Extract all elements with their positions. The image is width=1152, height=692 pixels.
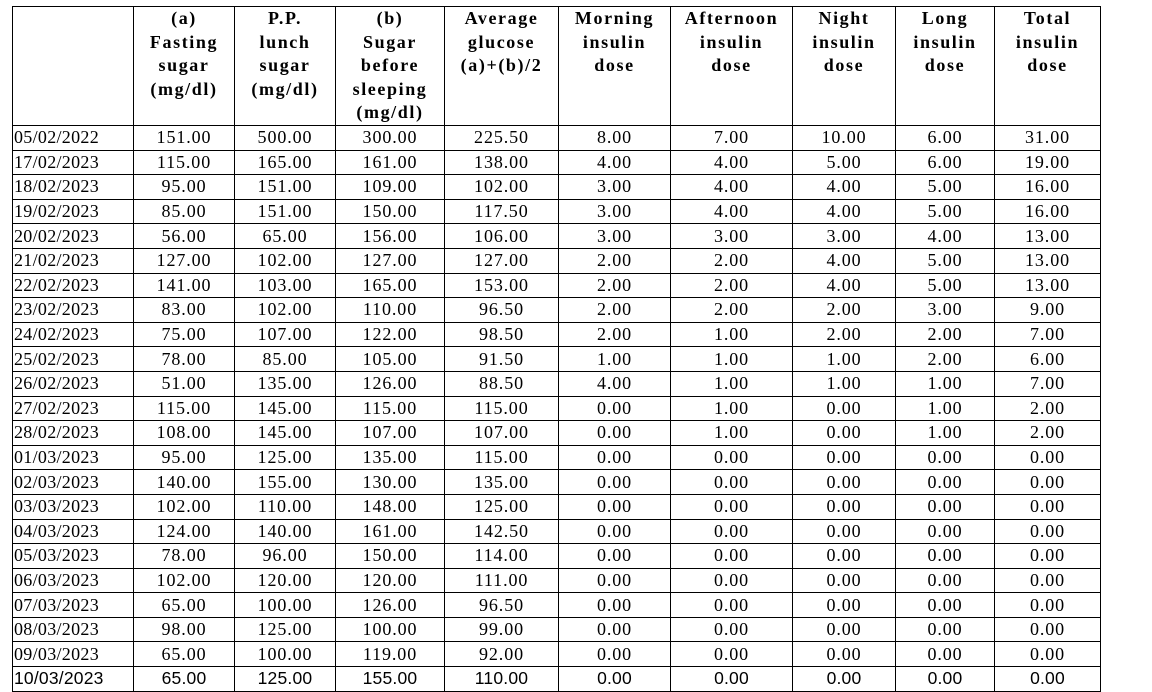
cell-fasting: 95.00 bbox=[134, 445, 235, 470]
table-row bbox=[13, 126, 1101, 151]
column-header-fasting bbox=[134, 7, 235, 126]
table-row bbox=[13, 445, 1101, 470]
cell-date: 01/03/2023 bbox=[13, 445, 134, 470]
cell-before_sleep: 126.00 bbox=[336, 371, 445, 396]
cell-fasting: 102.00 bbox=[134, 494, 235, 519]
cell-date: 10/03/2023 bbox=[13, 667, 134, 692]
cell-afternoon: 0.00 bbox=[671, 667, 793, 692]
table-row bbox=[13, 150, 1101, 175]
column-header-line: dose bbox=[594, 55, 635, 75]
column-header-before_sleep bbox=[336, 7, 445, 126]
cell-average: 225.50 bbox=[445, 126, 559, 151]
cell-fasting: 56.00 bbox=[134, 224, 235, 249]
cell-morning: 0.00 bbox=[559, 544, 671, 569]
cell-afternoon: 0.00 bbox=[671, 642, 793, 667]
cell-date: 22/02/2023 bbox=[13, 273, 134, 298]
column-header-line: insulin bbox=[582, 31, 647, 52]
cell-morning: 0.00 bbox=[559, 470, 671, 495]
cell-long: 2.00 bbox=[896, 347, 995, 372]
cell-night: 0.00 bbox=[793, 667, 896, 692]
cell-fasting: 124.00 bbox=[134, 519, 235, 544]
cell-pp_lunch: 125.00 bbox=[235, 617, 336, 642]
column-header-line: dose bbox=[711, 55, 752, 75]
column-header-line: (mg/dl) bbox=[251, 78, 319, 99]
cell-long: 6.00 bbox=[896, 126, 995, 151]
cell-long: 0.00 bbox=[896, 494, 995, 519]
cell-date: 27/02/2023 bbox=[13, 396, 134, 421]
cell-total: 0.00 bbox=[995, 568, 1101, 593]
cell-long: 5.00 bbox=[896, 248, 995, 273]
column-header-line: insulin bbox=[699, 31, 764, 52]
cell-pp_lunch: 140.00 bbox=[235, 519, 336, 544]
cell-pp_lunch: 100.00 bbox=[235, 642, 336, 667]
cell-average: 115.00 bbox=[445, 445, 559, 470]
table-row bbox=[13, 347, 1101, 372]
cell-total: 6.00 bbox=[995, 347, 1101, 372]
table-row bbox=[13, 667, 1101, 692]
cell-night: 3.00 bbox=[793, 224, 896, 249]
cell-morning: 2.00 bbox=[559, 248, 671, 273]
column-header-morning bbox=[559, 7, 671, 126]
cell-night: 4.00 bbox=[793, 199, 896, 224]
cell-long: 0.00 bbox=[896, 593, 995, 618]
cell-pp_lunch: 155.00 bbox=[235, 470, 336, 495]
cell-date: 26/02/2023 bbox=[13, 371, 134, 396]
cell-average: 111.00 bbox=[445, 568, 559, 593]
table-row bbox=[13, 494, 1101, 519]
cell-pp_lunch: 145.00 bbox=[235, 421, 336, 446]
column-header-line: sleeping bbox=[352, 78, 428, 99]
cell-long: 0.00 bbox=[896, 519, 995, 544]
cell-total: 0.00 bbox=[995, 642, 1101, 667]
table-row bbox=[13, 298, 1101, 323]
column-header-line: Fasting bbox=[149, 31, 219, 52]
cell-afternoon: 2.00 bbox=[671, 248, 793, 273]
column-header-total bbox=[995, 7, 1101, 126]
cell-average: 117.50 bbox=[445, 199, 559, 224]
cell-average: 110.00 bbox=[445, 667, 559, 692]
cell-pp_lunch: 165.00 bbox=[235, 150, 336, 175]
column-header-line: (mg/dl) bbox=[150, 78, 218, 99]
cell-fasting: 115.00 bbox=[134, 150, 235, 175]
cell-date: 17/02/2023 bbox=[13, 150, 134, 175]
cell-before_sleep: 126.00 bbox=[336, 593, 445, 618]
cell-afternoon: 7.00 bbox=[671, 126, 793, 151]
cell-morning: 0.00 bbox=[559, 396, 671, 421]
table-row bbox=[13, 199, 1101, 224]
column-header-line: sugar bbox=[158, 55, 210, 75]
cell-total: 16.00 bbox=[995, 175, 1101, 200]
cell-night: 0.00 bbox=[793, 445, 896, 470]
cell-average: 125.00 bbox=[445, 494, 559, 519]
cell-fasting: 115.00 bbox=[134, 396, 235, 421]
cell-fasting: 51.00 bbox=[134, 371, 235, 396]
cell-afternoon: 0.00 bbox=[671, 617, 793, 642]
cell-date: 05/02/2022 bbox=[13, 126, 134, 151]
cell-pp_lunch: 107.00 bbox=[235, 322, 336, 347]
column-header-line: Average bbox=[464, 8, 539, 28]
cell-night: 0.00 bbox=[793, 593, 896, 618]
cell-average: 106.00 bbox=[445, 224, 559, 249]
cell-before_sleep: 120.00 bbox=[336, 568, 445, 593]
cell-afternoon: 4.00 bbox=[671, 199, 793, 224]
cell-date: 23/02/2023 bbox=[13, 298, 134, 323]
cell-date: 28/02/2023 bbox=[13, 421, 134, 446]
table-body bbox=[13, 126, 1101, 692]
cell-before_sleep: 110.00 bbox=[336, 298, 445, 323]
cell-average: 96.50 bbox=[445, 593, 559, 618]
cell-long: 5.00 bbox=[896, 175, 995, 200]
cell-morning: 3.00 bbox=[559, 199, 671, 224]
cell-total: 13.00 bbox=[995, 248, 1101, 273]
column-header-line: Total bbox=[1023, 8, 1072, 28]
column-header-line: dose bbox=[1027, 55, 1068, 75]
cell-morning: 2.00 bbox=[559, 322, 671, 347]
column-header-line: insulin bbox=[1015, 31, 1080, 52]
cell-morning: 2.00 bbox=[559, 298, 671, 323]
cell-long: 1.00 bbox=[896, 396, 995, 421]
cell-night: 2.00 bbox=[793, 322, 896, 347]
cell-total: 2.00 bbox=[995, 396, 1101, 421]
cell-pp_lunch: 102.00 bbox=[235, 298, 336, 323]
cell-afternoon: 0.00 bbox=[671, 470, 793, 495]
column-header-line: (a)+(b)/2 bbox=[460, 55, 543, 75]
cell-total: 0.00 bbox=[995, 470, 1101, 495]
cell-before_sleep: 105.00 bbox=[336, 347, 445, 372]
cell-date: 05/03/2023 bbox=[13, 544, 134, 569]
cell-pp_lunch: 65.00 bbox=[235, 224, 336, 249]
cell-afternoon: 1.00 bbox=[671, 396, 793, 421]
cell-total: 16.00 bbox=[995, 199, 1101, 224]
cell-fasting: 65.00 bbox=[134, 593, 235, 618]
cell-average: 88.50 bbox=[445, 371, 559, 396]
column-header-afternoon bbox=[671, 7, 793, 126]
cell-night: 4.00 bbox=[793, 273, 896, 298]
table-row bbox=[13, 568, 1101, 593]
cell-before_sleep: 100.00 bbox=[336, 617, 445, 642]
header-row bbox=[13, 7, 1101, 126]
cell-total: 13.00 bbox=[995, 224, 1101, 249]
cell-pp_lunch: 125.00 bbox=[235, 445, 336, 470]
cell-date: 19/02/2023 bbox=[13, 199, 134, 224]
cell-average: 114.00 bbox=[445, 544, 559, 569]
cell-fasting: 102.00 bbox=[134, 568, 235, 593]
cell-long: 0.00 bbox=[896, 544, 995, 569]
table-row bbox=[13, 224, 1101, 249]
cell-pp_lunch: 500.00 bbox=[235, 126, 336, 151]
cell-morning: 4.00 bbox=[559, 371, 671, 396]
column-header-line: dose bbox=[924, 55, 966, 75]
cell-night: 0.00 bbox=[793, 544, 896, 569]
cell-total: 0.00 bbox=[995, 519, 1101, 544]
cell-average: 142.50 bbox=[445, 519, 559, 544]
cell-total: 9.00 bbox=[995, 298, 1101, 323]
cell-night: 0.00 bbox=[793, 421, 896, 446]
cell-average: 107.00 bbox=[445, 421, 559, 446]
cell-pp_lunch: 145.00 bbox=[235, 396, 336, 421]
cell-average: 135.00 bbox=[445, 470, 559, 495]
cell-before_sleep: 161.00 bbox=[336, 519, 445, 544]
cell-afternoon: 1.00 bbox=[671, 421, 793, 446]
cell-long: 0.00 bbox=[896, 667, 995, 692]
column-header-date bbox=[13, 7, 134, 126]
cell-date: 03/03/2023 bbox=[13, 494, 134, 519]
cell-total: 7.00 bbox=[995, 371, 1101, 396]
cell-long: 0.00 bbox=[896, 470, 995, 495]
table-row bbox=[13, 470, 1101, 495]
cell-night: 5.00 bbox=[793, 150, 896, 175]
cell-morning: 0.00 bbox=[559, 445, 671, 470]
cell-average: 153.00 bbox=[445, 273, 559, 298]
column-header-line: (b) bbox=[376, 8, 404, 28]
cell-night: 0.00 bbox=[793, 642, 896, 667]
cell-before_sleep: 135.00 bbox=[336, 445, 445, 470]
cell-long: 5.00 bbox=[896, 273, 995, 298]
cell-before_sleep: 156.00 bbox=[336, 224, 445, 249]
table-row bbox=[13, 617, 1101, 642]
cell-long: 1.00 bbox=[896, 421, 995, 446]
cell-afternoon: 0.00 bbox=[671, 519, 793, 544]
cell-date: 07/03/2023 bbox=[13, 593, 134, 618]
cell-fasting: 85.00 bbox=[134, 199, 235, 224]
column-header-line: Sugar bbox=[362, 31, 417, 52]
cell-fasting: 65.00 bbox=[134, 642, 235, 667]
cell-night: 0.00 bbox=[793, 470, 896, 495]
cell-total: 0.00 bbox=[995, 617, 1101, 642]
cell-long: 0.00 bbox=[896, 642, 995, 667]
cell-fasting: 108.00 bbox=[134, 421, 235, 446]
cell-night: 2.00 bbox=[793, 298, 896, 323]
cell-long: 0.00 bbox=[896, 568, 995, 593]
cell-date: 20/02/2023 bbox=[13, 224, 134, 249]
cell-average: 99.00 bbox=[445, 617, 559, 642]
cell-average: 91.50 bbox=[445, 347, 559, 372]
cell-date: 25/02/2023 bbox=[13, 347, 134, 372]
cell-total: 31.00 bbox=[995, 126, 1101, 151]
cell-before_sleep: 150.00 bbox=[336, 544, 445, 569]
column-header-line: dose bbox=[823, 55, 865, 75]
cell-total: 2.00 bbox=[995, 421, 1101, 446]
cell-before_sleep: 109.00 bbox=[336, 175, 445, 200]
column-header-pp_lunch bbox=[235, 7, 336, 126]
cell-night: 0.00 bbox=[793, 494, 896, 519]
cell-before_sleep: 150.00 bbox=[336, 199, 445, 224]
cell-total: 19.00 bbox=[995, 150, 1101, 175]
table-row bbox=[13, 593, 1101, 618]
column-header-line: insulin bbox=[812, 31, 876, 52]
column-header-line: sugar bbox=[259, 55, 311, 75]
cell-long: 3.00 bbox=[896, 298, 995, 323]
cell-fasting: 127.00 bbox=[134, 248, 235, 273]
table-row bbox=[13, 421, 1101, 446]
cell-morning: 2.00 bbox=[559, 273, 671, 298]
cell-date: 21/02/2023 bbox=[13, 248, 134, 273]
table-row bbox=[13, 175, 1101, 200]
cell-date: 09/03/2023 bbox=[13, 642, 134, 667]
cell-night: 1.00 bbox=[793, 371, 896, 396]
cell-pp_lunch: 151.00 bbox=[235, 199, 336, 224]
cell-fasting: 78.00 bbox=[134, 347, 235, 372]
cell-afternoon: 3.00 bbox=[671, 224, 793, 249]
cell-before_sleep: 161.00 bbox=[336, 150, 445, 175]
table-row bbox=[13, 544, 1101, 569]
cell-total: 0.00 bbox=[995, 593, 1101, 618]
cell-afternoon: 0.00 bbox=[671, 445, 793, 470]
cell-morning: 3.00 bbox=[559, 175, 671, 200]
cell-night: 0.00 bbox=[793, 519, 896, 544]
cell-pp_lunch: 135.00 bbox=[235, 371, 336, 396]
table-row bbox=[13, 273, 1101, 298]
cell-morning: 0.00 bbox=[559, 519, 671, 544]
column-header-line: insulin bbox=[913, 31, 977, 52]
cell-date: 04/03/2023 bbox=[13, 519, 134, 544]
cell-night: 0.00 bbox=[793, 568, 896, 593]
cell-total: 13.00 bbox=[995, 273, 1101, 298]
cell-average: 102.00 bbox=[445, 175, 559, 200]
cell-afternoon: 0.00 bbox=[671, 593, 793, 618]
column-header-line: before bbox=[360, 55, 420, 75]
cell-morning: 0.00 bbox=[559, 494, 671, 519]
cell-night: 4.00 bbox=[793, 175, 896, 200]
cell-pp_lunch: 120.00 bbox=[235, 568, 336, 593]
cell-total: 0.00 bbox=[995, 494, 1101, 519]
cell-fasting: 78.00 bbox=[134, 544, 235, 569]
cell-fasting: 83.00 bbox=[134, 298, 235, 323]
cell-total: 0.00 bbox=[995, 667, 1101, 692]
table-row bbox=[13, 519, 1101, 544]
cell-morning: 0.00 bbox=[559, 568, 671, 593]
column-header-line: (mg/dl) bbox=[356, 102, 424, 122]
cell-total: 0.00 bbox=[995, 544, 1101, 569]
cell-before_sleep: 148.00 bbox=[336, 494, 445, 519]
cell-morning: 4.00 bbox=[559, 150, 671, 175]
cell-before_sleep: 165.00 bbox=[336, 273, 445, 298]
table-row bbox=[13, 322, 1101, 347]
cell-long: 4.00 bbox=[896, 224, 995, 249]
cell-afternoon: 1.00 bbox=[671, 322, 793, 347]
cell-total: 0.00 bbox=[995, 445, 1101, 470]
column-header-average bbox=[445, 7, 559, 126]
cell-average: 98.50 bbox=[445, 322, 559, 347]
cell-morning: 3.00 bbox=[559, 224, 671, 249]
cell-average: 96.50 bbox=[445, 298, 559, 323]
cell-pp_lunch: 125.00 bbox=[235, 667, 336, 692]
cell-average: 127.00 bbox=[445, 248, 559, 273]
cell-before_sleep: 155.00 bbox=[336, 667, 445, 692]
cell-night: 0.00 bbox=[793, 617, 896, 642]
cell-average: 138.00 bbox=[445, 150, 559, 175]
cell-pp_lunch: 85.00 bbox=[235, 347, 336, 372]
cell-long: 0.00 bbox=[896, 617, 995, 642]
cell-afternoon: 0.00 bbox=[671, 544, 793, 569]
cell-morning: 1.00 bbox=[559, 347, 671, 372]
cell-before_sleep: 107.00 bbox=[336, 421, 445, 446]
cell-before_sleep: 115.00 bbox=[336, 396, 445, 421]
cell-afternoon: 0.00 bbox=[671, 568, 793, 593]
cell-night: 1.00 bbox=[793, 347, 896, 372]
column-header-line: Afternoon bbox=[684, 8, 779, 28]
cell-morning: 0.00 bbox=[559, 667, 671, 692]
cell-fasting: 141.00 bbox=[134, 273, 235, 298]
cell-average: 115.00 bbox=[445, 396, 559, 421]
cell-night: 10.00 bbox=[793, 126, 896, 151]
table-row bbox=[13, 396, 1101, 421]
cell-before_sleep: 127.00 bbox=[336, 248, 445, 273]
cell-night: 0.00 bbox=[793, 396, 896, 421]
cell-long: 0.00 bbox=[896, 445, 995, 470]
cell-fasting: 98.00 bbox=[134, 617, 235, 642]
cell-morning: 8.00 bbox=[559, 126, 671, 151]
cell-fasting: 95.00 bbox=[134, 175, 235, 200]
cell-afternoon: 4.00 bbox=[671, 175, 793, 200]
cell-fasting: 151.00 bbox=[134, 126, 235, 151]
column-header-line: glucose bbox=[467, 31, 536, 52]
cell-afternoon: 1.00 bbox=[671, 347, 793, 372]
cell-afternoon: 4.00 bbox=[671, 150, 793, 175]
cell-pp_lunch: 103.00 bbox=[235, 273, 336, 298]
table-row bbox=[13, 371, 1101, 396]
cell-afternoon: 2.00 bbox=[671, 298, 793, 323]
cell-morning: 0.00 bbox=[559, 617, 671, 642]
column-header-line: lunch bbox=[259, 31, 311, 52]
table-row bbox=[13, 248, 1101, 273]
cell-average: 92.00 bbox=[445, 642, 559, 667]
cell-before_sleep: 119.00 bbox=[336, 642, 445, 667]
cell-long: 2.00 bbox=[896, 322, 995, 347]
cell-morning: 0.00 bbox=[559, 642, 671, 667]
cell-night: 4.00 bbox=[793, 248, 896, 273]
cell-pp_lunch: 100.00 bbox=[235, 593, 336, 618]
column-header-line: P.P. bbox=[267, 8, 303, 28]
cell-before_sleep: 300.00 bbox=[336, 126, 445, 151]
table-row bbox=[13, 642, 1101, 667]
cell-date: 02/03/2023 bbox=[13, 470, 134, 495]
cell-morning: 0.00 bbox=[559, 421, 671, 446]
cell-afternoon: 2.00 bbox=[671, 273, 793, 298]
cell-pp_lunch: 102.00 bbox=[235, 248, 336, 273]
cell-long: 5.00 bbox=[896, 199, 995, 224]
cell-pp_lunch: 96.00 bbox=[235, 544, 336, 569]
cell-fasting: 140.00 bbox=[134, 470, 235, 495]
cell-total: 7.00 bbox=[995, 322, 1101, 347]
cell-pp_lunch: 110.00 bbox=[235, 494, 336, 519]
cell-morning: 0.00 bbox=[559, 593, 671, 618]
column-header-line: Morning bbox=[574, 8, 655, 28]
cell-pp_lunch: 151.00 bbox=[235, 175, 336, 200]
glucose-insulin-table bbox=[12, 6, 1101, 692]
cell-before_sleep: 130.00 bbox=[336, 470, 445, 495]
column-header-line: (a) bbox=[171, 8, 197, 28]
cell-before_sleep: 122.00 bbox=[336, 322, 445, 347]
cell-date: 08/03/2023 bbox=[13, 617, 134, 642]
cell-fasting: 75.00 bbox=[134, 322, 235, 347]
cell-fasting: 65.00 bbox=[134, 667, 235, 692]
cell-date: 24/02/2023 bbox=[13, 322, 134, 347]
column-header-night bbox=[793, 7, 896, 126]
cell-date: 06/03/2023 bbox=[13, 568, 134, 593]
cell-long: 1.00 bbox=[896, 371, 995, 396]
cell-afternoon: 0.00 bbox=[671, 494, 793, 519]
cell-long: 6.00 bbox=[896, 150, 995, 175]
cell-date: 18/02/2023 bbox=[13, 175, 134, 200]
column-header-line: Long bbox=[921, 8, 969, 28]
column-header-line: Night bbox=[818, 8, 870, 28]
cell-afternoon: 1.00 bbox=[671, 371, 793, 396]
column-header-long bbox=[896, 7, 995, 126]
